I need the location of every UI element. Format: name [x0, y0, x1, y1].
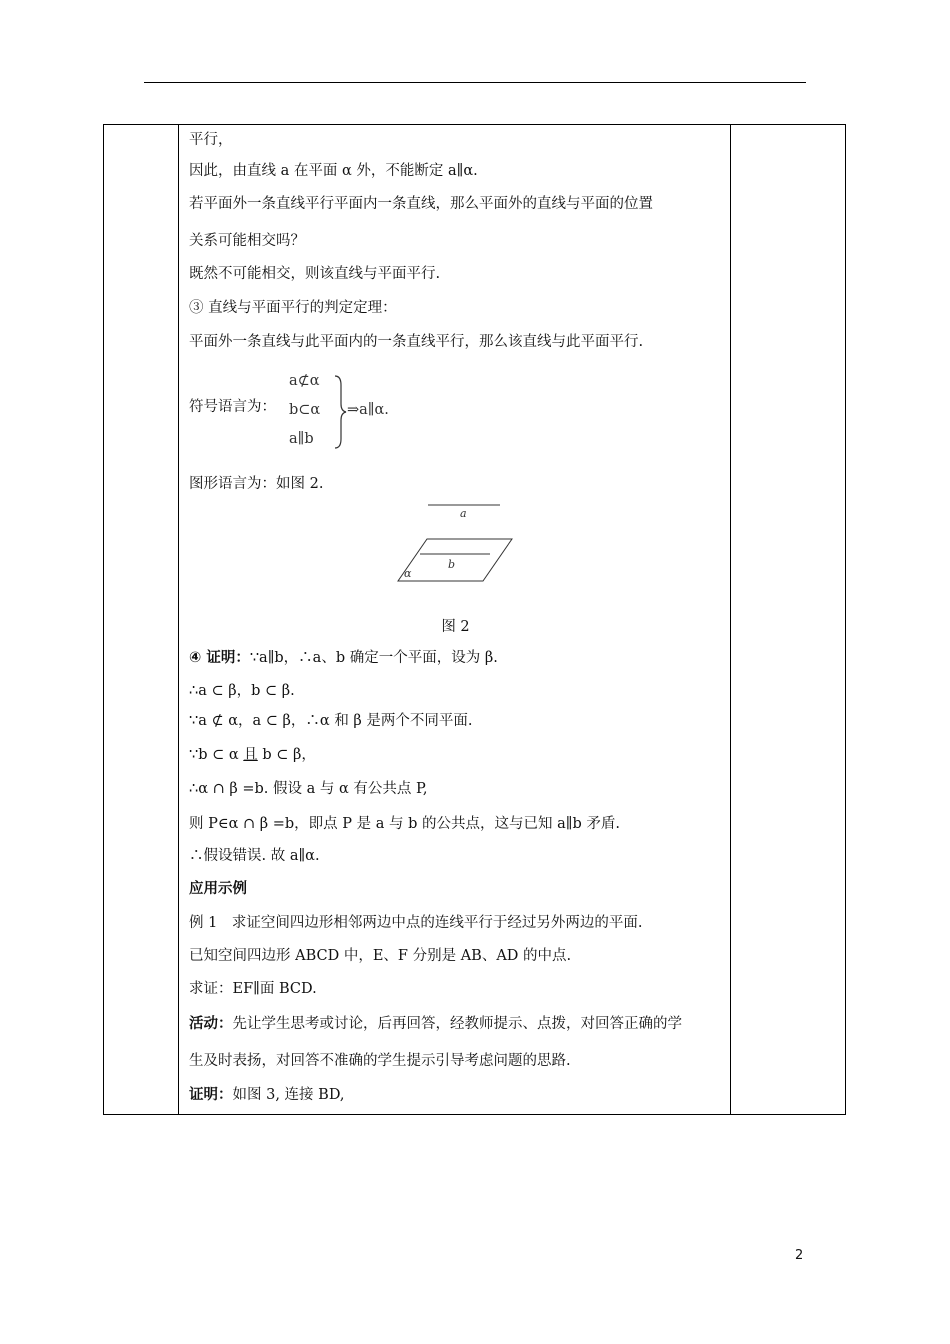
example-prove: 求证：EF∥面 BCD.: [189, 981, 317, 997]
text-line: 关系可能相交吗？: [189, 233, 305, 249]
figure-line-plane-diagram: [396, 497, 526, 589]
proof-line: ∵a ⊄ α，a ⊂ β，∴α 和 β 是两个不同平面.: [189, 713, 473, 729]
symbolic-language: [189, 373, 489, 451]
activity-line: [189, 1015, 682, 1033]
proof-line: [189, 649, 498, 667]
table-right-column: [730, 125, 845, 1114]
activity-line: 生及时表扬，对回答不准确的学生提示引导考虑问题的思路.: [189, 1053, 571, 1069]
label-b: b: [448, 558, 456, 571]
symbolic-row: a∥b: [289, 431, 314, 447]
proof-title: ④ 证明：: [189, 650, 250, 666]
text-line: 平行，: [189, 132, 233, 148]
label-a: a: [460, 507, 467, 520]
theorem-statement: 平面外一条直线与此平面内的一条直线平行，那么该直线与此平面平行.: [189, 334, 644, 350]
text-line: 既然不可能相交，则该直线与平面平行.: [189, 266, 441, 282]
right-brace-icon: [333, 373, 347, 451]
table-left-column: [104, 125, 179, 1114]
proof-label: 证明：: [189, 1087, 233, 1103]
symbolic-row: a⊄α: [289, 373, 320, 389]
proof-text: 如图 3, 连接 BD,: [232, 1087, 345, 1103]
proof-line: [189, 746, 316, 764]
header-rule: [144, 82, 806, 83]
text-line: 因此，由直线 a 在平面 α 外，不能断定 a∥α.: [189, 163, 478, 179]
proof-start-line: [189, 1086, 345, 1104]
theorem-heading: ③ 直线与平面平行的判定定理：: [189, 300, 397, 316]
symbolic-result: ⇒a∥α.: [347, 402, 389, 418]
text-line: 若平面外一条直线平行平面内一条直线，那么平面外的直线与平面的位置: [189, 196, 653, 212]
table-content-cell: [180, 125, 731, 1114]
page-number: 2: [795, 1248, 804, 1263]
proof-text: ∵b ⊂ α: [189, 747, 244, 763]
figure-caption: 图 2: [441, 619, 470, 635]
example-statement: 例 1 求证空间四边形相邻两边中点的连线平行于经过另外两边的平面.: [189, 915, 643, 931]
proof-line: ∴a ⊂ β，b ⊂ β.: [189, 683, 295, 699]
proof-text: b ⊂ β，: [257, 747, 316, 763]
application-heading: 应用示例: [189, 881, 247, 897]
proof-text: ∵a∥b，∴a、b 确定一个平面，设为 β.: [249, 650, 498, 666]
lesson-table: [103, 124, 846, 1115]
proof-line: 则 P∈α ∩ β =b，即点 P 是 a 与 b 的公共点，这与已知 a∥b 矛盾.: [189, 816, 620, 832]
proof-line: ∴假设错误. 故 a∥α.: [189, 848, 320, 864]
example-given: 已知空间四边形 ABCD 中，E、F 分别是 AB、AD 的中点.: [189, 948, 572, 964]
proof-text: 且: [243, 747, 258, 763]
label-alpha: α: [404, 567, 412, 580]
activity-label: 活动：: [189, 1016, 233, 1032]
symbolic-row: b⊂α: [289, 402, 321, 418]
activity-text: 先让学生思考或讨论，后再回答，经教师提示、点拨，对回答正确的学: [232, 1016, 682, 1032]
graphic-language-label: 图形语言为：如图 2.: [189, 476, 324, 492]
symbolic-label: 符号语言为：: [189, 399, 276, 415]
proof-line: ∴α ∩ β =b. 假设 a 与 α 有公共点 P,: [189, 781, 428, 797]
